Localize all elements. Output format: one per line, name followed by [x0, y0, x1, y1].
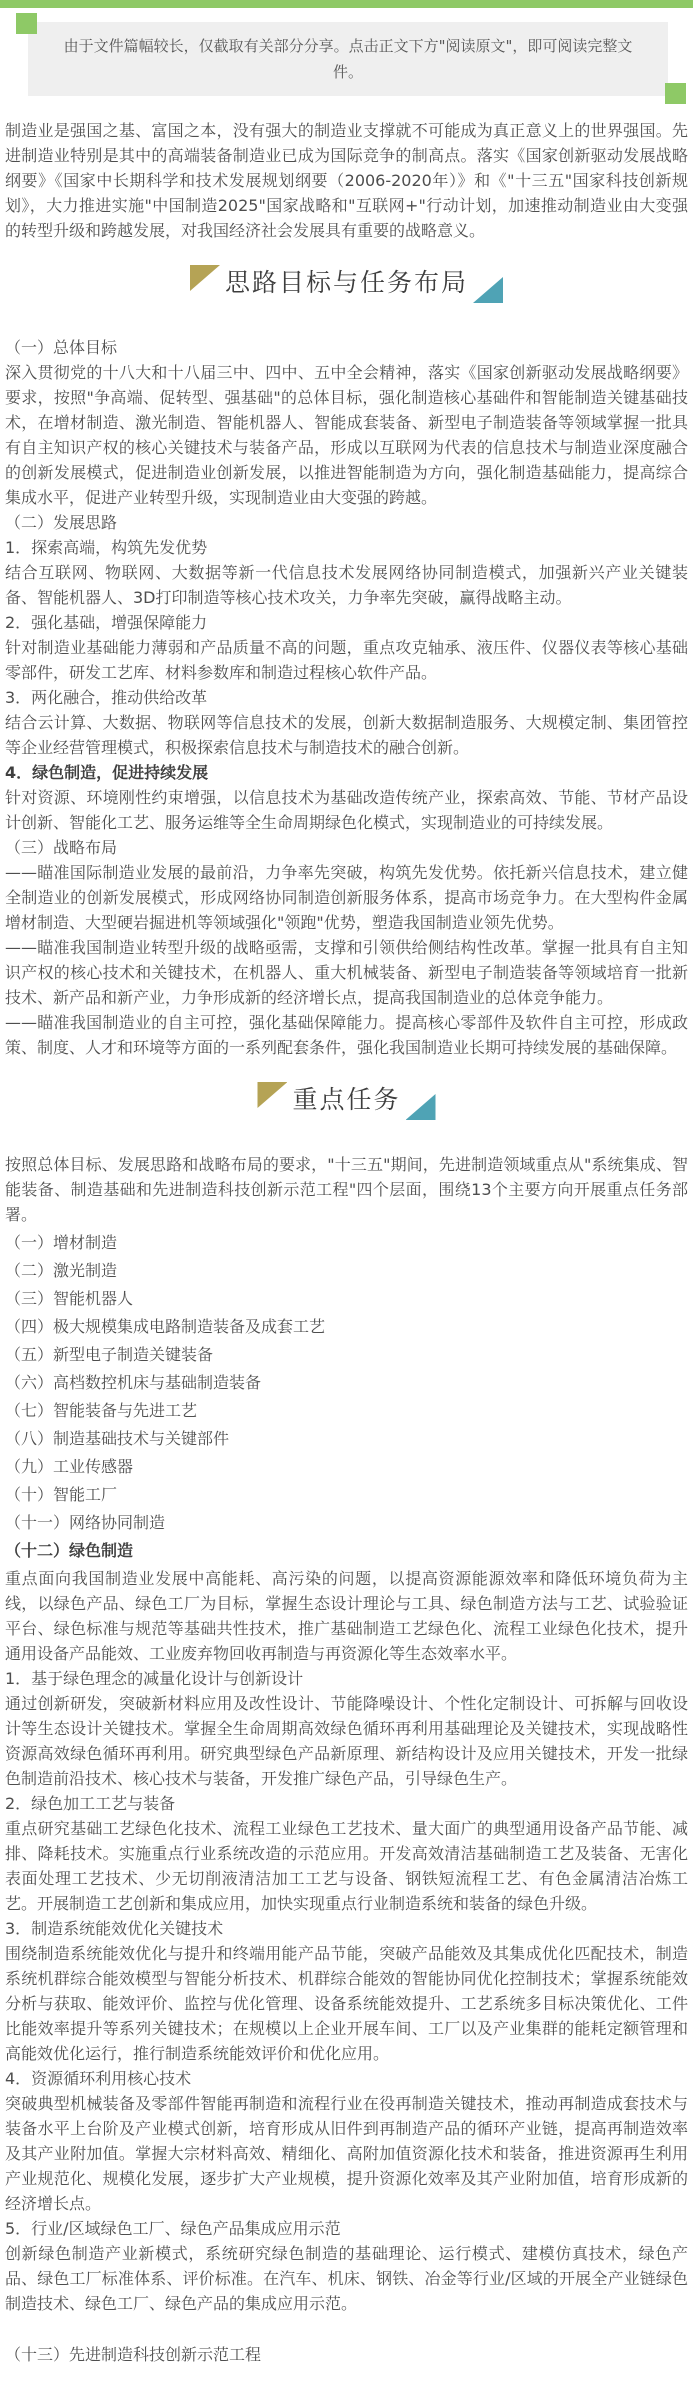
paragraph: 1．探索高端，构筑先发优势 [5, 538, 208, 557]
paragraph: 3．两化融合，推动供给改革 [5, 688, 208, 707]
list-item: （六）高档数控机床与基础制造装备 [5, 1373, 262, 1392]
section-title: 思路目标与任务布局 [224, 267, 468, 297]
intro-paragraph: 制造业是强国之基、富国之本，没有强大的制造业支撑就不可能成为真正意义上的世界强国。先进制造业特别是其中的高端装备制造业已成为国际竞争的制高点。落实《国家创新驱动发展战略纲要》《国家中长期科学和技术发展规划纲要（2006-2020年）》和《"十三五"国家科技创新规划》，大力推进实施"中国制造2025"国家战略和"互联网+"行动计划，加速推动制造业由大变强的转型升级和跨越发展，对我国经济社会发展具有重要的战略意义。 [5, 121, 688, 240]
paragraph: 创新绿色制造产业新模式，系统研究绿色制造的基础理论、运行模式、建模仿真技术，绿色产品、绿色工厂标准体系、评价标准。在汽车、机床、钢铁、冶金等行业/区域的开展全产业链绿色制造技术、绿色工厂、绿色产品的集成应用示范。 [5, 2244, 688, 2313]
paragraph: ——瞄准国际制造业发展的最前沿，力争率先突破，构筑先发优势。依托新兴信息技术，建立健全制造业的创新发展模式，形成网络协同制造创新服务体系，提高市场竞争力。在大型构件金属增材制造、大型硬岩掘进机等领域强化"领跑"优势，塑造我国制造业领先优势。 [5, 863, 688, 932]
paragraph: （十三）先进制造科技创新示范工程 [5, 2345, 262, 2364]
list-item: （三）智能机器人 [5, 1289, 134, 1308]
section-heading [5, 269, 688, 295]
article-body [0, 118, 693, 2367]
paragraph: 4．绿色制造，促进持续发展 [5, 763, 209, 782]
list-item: （十二）绿色制造 [5, 1541, 134, 1560]
list-item: （九）工业传感器 [5, 1457, 134, 1476]
paragraph: （一）总体目标 [5, 338, 118, 357]
gold-triangle-icon [257, 1082, 287, 1108]
section-body [5, 1152, 688, 2367]
paragraph: 3．制造系统能效优化关键技术 [5, 1919, 224, 1938]
paragraph: 结合云计算、大数据、物联网等信息技术的发展，创新大数据制造服务、大规模定制、集团管控等企业经营管理模式，积极探索信息技术与制造技术的融合创新。 [5, 713, 688, 757]
section-heading [5, 1086, 688, 1112]
paragraph: 4．资源循环利用核心技术 [5, 2069, 192, 2088]
list-item: （五）新型电子制造关键装备 [5, 1345, 214, 1364]
paragraph: 突破典型机械装备及零部件智能再制造和流程行业在役再制造关键技术，推动再制造成套技术与装备水平上台阶及产业模式创新，培育形成从旧件到再制造产品的循环产业链，提高再制造效率及其产业附加值。掌握大宗材料高效、精细化、高附加值资源化技术和装备，推进资源再生利用产业规范化、规模化发展，逐步扩大产业规模，提升资源化效率及其产业附加值，培育形成新的经济增长点。 [5, 2094, 688, 2213]
paragraph: 重点面向我国制造业发展中高能耗、高污染的问题，以提高资源能源效率和降低环境负荷为主线，以绿色产品、绿色工厂为目标，掌握生态设计理论与工具、绿色制造方法与工艺、试验验证平台、绿色标准与规范等基础共性技术，推广基础制造工艺绿色化、流程工业绿色化技术，提升通用设备产品能效、工业废弃物回收再制造与再资源化等生态效率水平。 [5, 1569, 688, 1663]
section-key-tasks [5, 1086, 688, 2367]
notice-box [28, 22, 668, 96]
gold-triangle-icon [190, 265, 220, 291]
notice-text: 由于文件篇幅较长，仅截取有关部分分享。点击正文下方"阅读原文"，即可阅读完整文件。 [28, 22, 668, 96]
list-item: （十）智能工厂 [5, 1485, 118, 1504]
corner-decoration-bottom-right [665, 83, 686, 104]
paragraph: 1．基于绿色理念的减量化设计与创新设计 [5, 1669, 304, 1688]
paragraph: 2．绿色加工工艺与装备 [5, 1794, 176, 1813]
paragraph: 围绕制造系统能效优化与提升和终端用能产品节能，突破产品能效及其集成优化匹配技术，制造系统机群综合能效模型与智能分析技术、机群综合能效的智能协同优化控制技术；掌握系统能效分析与获取、能效评价、监控与优化管理、设备系统能效提升、工艺系统多目标决策优化、工件比能效率提升等系列关键技术；在规模以上企业开展车间、工厂以及产业集群的能耗定额管理和高能效优化运行，推行制造系统能效评价和优化应用。 [5, 1944, 688, 2063]
paragraph: 针对资源、环境刚性约束增强，以信息技术为基础改造传统产业，探索高效、节能、节材产品设计创新、智能化工艺、服务运维等全生命周期绿色化模式，实现制造业的可持续发展。 [5, 788, 688, 832]
list-item: （七）智能装备与先进工艺 [5, 1401, 198, 1420]
paragraph: ——瞄准我国制造业的自主可控，强化基础保障能力。提高核心零部件及软件自主可控，形成政策、制度、人才和环境等方面的一系列配套条件，强化我国制造业长期可持续发展的基础保障。 [5, 1013, 688, 1057]
list-item: （八）制造基础技术与关键部件 [5, 1429, 230, 1448]
paragraph: （二）发展思路 [5, 513, 118, 532]
paragraph: 重点研究基础工艺绿色化技术、流程工业绿色工艺技术、量大面广的典型通用设备产品节能、减排、降耗技术。实施重点行业系统改造的示范应用。开发高效清洁基础制造工艺及装备、无害化表面处理工艺技术、少无切削液清洁加工工艺与设备、钢铁短流程工艺、有色金属清洁冶炼工艺。开展制造工艺创新和集成应用，加快实现重点行业制造系统和装备的绿色升级。 [5, 1819, 688, 1913]
paragraph: 按照总体目标、发展思路和战略布局的要求，"十三五"期间，先进制造领域重点从"系统集成、智能装备、制造基础和先进制造科技创新示范工程"四个层面，围绕13个主要方向开展重点任务部署。 [5, 1155, 688, 1224]
top-accent-bar [0, 0, 693, 8]
paragraph: 针对制造业基础能力薄弱和产品质量不高的问题，重点攻克轴承、液压件、仪器仪表等核心基础零部件，研发工艺库、材料参数库和制造过程核心软件产品。 [5, 638, 688, 682]
paragraph: 2．强化基础，增强保障能力 [5, 613, 208, 632]
list-item: （二）激光制造 [5, 1261, 118, 1280]
paragraph: 结合互联网、物联网、大数据等新一代信息技术发展网络协同制造模式，加强新兴产业关键装备、智能机器人、3D打印制造等核心技术攻关，力争率先突破，赢得战略主动。 [5, 563, 688, 607]
paragraph: 通过创新研发，突破新材料应用及改性设计、节能降噪设计、个性化定制设计、可拆解与回收设计等生态设计关键技术。掌握全生命周期高效绿色循环再利用基础理论及关键技术，实现战略性资源高效绿色循环再利用。研究典型绿色产品新原理、新结构设计及应用关键技术，开发一批绿色制造前沿技术、核心技术与装备，开发推广绿色产品，引导绿色生产。 [5, 1694, 688, 1788]
teal-triangle-icon [473, 277, 503, 303]
paragraph: 深入贯彻党的十八大和十八届三中、四中、五中全会精神，落实《国家创新驱动发展战略纲要》要求，按照"争高端、促转型、强基础"的总体目标，强化制造核心基础件和智能制造关键基础技术，在增材制造、激光制造、智能机器人、智能成套装备、新型电子制造装备等领域掌握一批具有自主知识产权的核心关键技术与装备产品，形成以互联网为代表的信息技术与制造业深度融合的创新发展模式，促进制造业创新发展，以推进智能制造为方向，强化制造基础能力，提高综合集成水平，促进产业转型升级，实现制造业由大变强的跨越。 [5, 363, 688, 507]
section-title: 重点任务 [292, 1084, 401, 1114]
paragraph: 5．行业/区域绿色工厂、绿色产品集成应用示范 [5, 2219, 341, 2238]
paragraph: （三）战略布局 [5, 838, 118, 857]
list-item: （一）增材制造 [5, 1233, 118, 1252]
section-body [5, 335, 688, 1060]
paragraph: ——瞄准我国制造业转型升级的战略亟需，支撑和引领供给侧结构性改革。掌握一批具有自主知识产权的核心技术和关键技术，在机器人、重大机械装备、新型电子制造装备等领域培育一批新技术、新产品和新产业，力争形成新的经济增长点，提高我国制造业的总体竞争能力。 [5, 938, 688, 1007]
section-goals-and-layout [5, 269, 688, 1060]
corner-decoration-top-left [16, 13, 37, 34]
list-item: （四）极大规模集成电路制造装备及成套工艺 [5, 1317, 326, 1336]
list-item: （十一）网络协同制造 [5, 1513, 166, 1532]
teal-triangle-icon [406, 1094, 436, 1120]
